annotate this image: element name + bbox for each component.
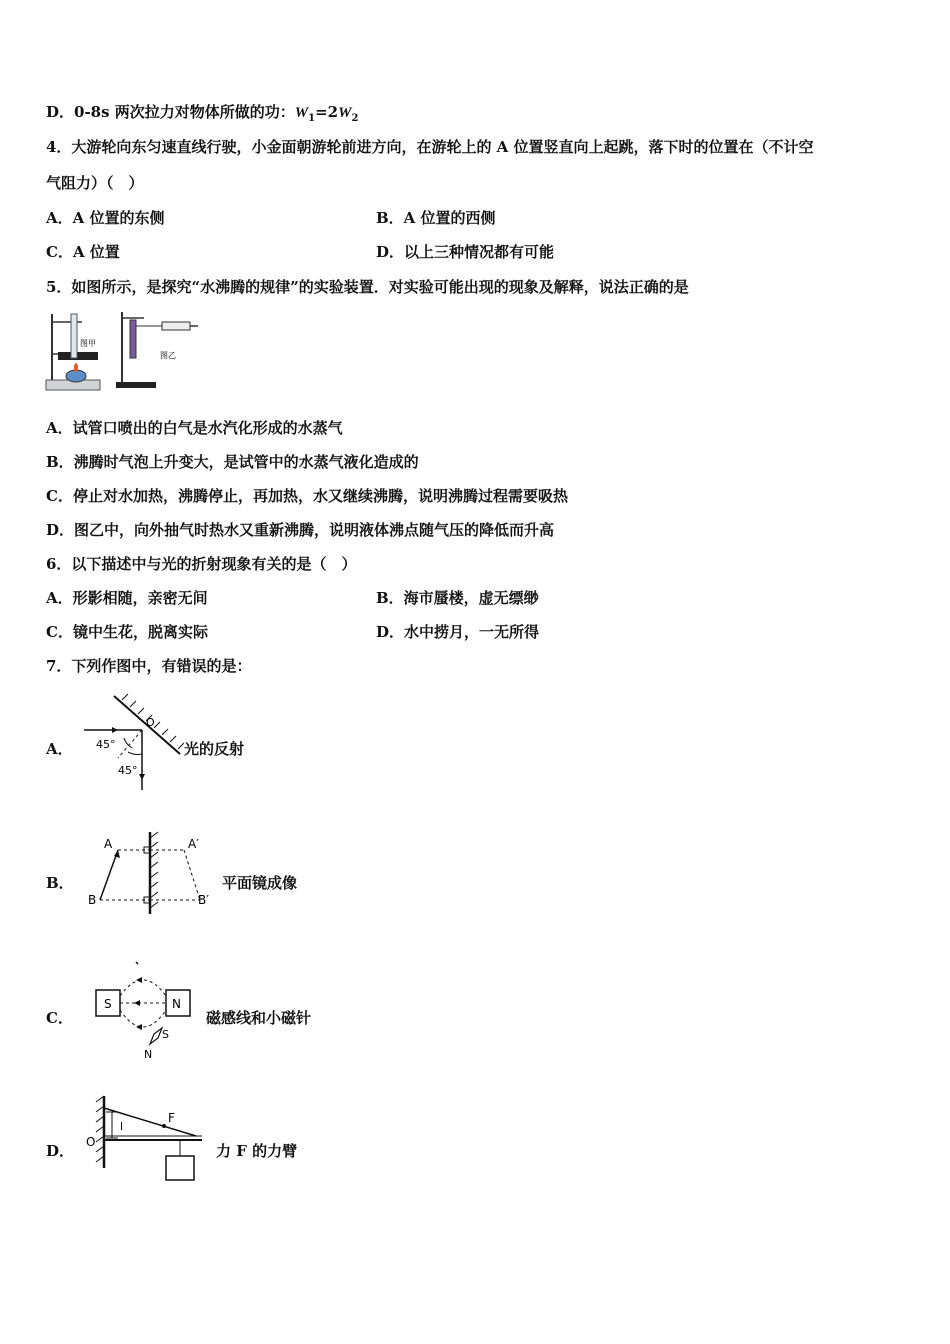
q7-d-point-o: O	[86, 1135, 96, 1149]
q7-c-needle-s: S	[162, 1028, 169, 1041]
q7-c-magnet-diagram	[92, 958, 206, 1064]
q7-option-c-caption: 磁感线和小磁针	[206, 1009, 312, 1027]
fig-yi-label: 图乙	[160, 351, 176, 360]
q4-option-c: C．A 位置	[46, 243, 120, 261]
q7-c-magnet-n: N	[172, 997, 181, 1011]
q7-a-angle2: 45°	[118, 764, 138, 777]
q4-stem-line1: 4．大游轮向东匀速直线行驶，小金面朝游轮前进方向，在游轮上的 A 位置竖直向上起跳，落下时的位置在（不计空	[46, 138, 814, 156]
q5-option-a: A．试管口喷出的白气是水汽化形成的水蒸气	[46, 419, 343, 437]
q3-option-d: D．0-8s 两次拉力对物体所做的功：$W_1=2W_2$	[46, 103, 359, 124]
q7-a-point-o: O	[146, 716, 155, 729]
q4-option-d: D．以上三种情况都有可能	[376, 243, 555, 261]
q7-b-mirror-diagram	[84, 830, 220, 916]
q6-option-a: A．形影相随，亲密无间	[46, 589, 208, 607]
q7-c-magnet-s: S	[104, 997, 112, 1011]
q7-a-angle1: 45°	[96, 738, 116, 751]
q7-d-lever-diagram	[84, 1094, 206, 1186]
q5-option-b: B．沸腾时气泡上升变大，是试管中的水蒸气液化造成的	[46, 453, 419, 471]
q7-option-a-label: A．	[46, 740, 73, 758]
q7-option-a-caption: 光的反射	[184, 740, 245, 758]
q4-stem-line2: 气阻力）（ ）	[46, 174, 144, 192]
q7-option-b-label: B．	[46, 874, 74, 892]
fig-jia-label: 图甲	[80, 339, 96, 348]
q5-option-d: D．图乙中，向外抽气时热水又重新沸腾，说明液体沸点随气压的降低而升高	[46, 521, 555, 539]
q7-option-d-caption: 力 F 的力臂	[216, 1142, 298, 1160]
q7-b-point-a: A	[104, 837, 113, 851]
q7-stem: 7．下列作图中，有错误的是：	[46, 657, 252, 675]
q4-option-a: A．A 位置的东侧	[46, 209, 165, 227]
q6-option-c: C．镜中生花，脱离实际	[46, 623, 208, 641]
q7-option-b-caption: 平面镜成像	[222, 874, 298, 892]
q7-option-d-label: D．	[46, 1142, 75, 1160]
q6-option-b: B．海市蜃楼，虚无缥缈	[376, 589, 539, 607]
q6-option-d: D．水中捞月，一无所得	[376, 623, 540, 641]
q5-stem: 5．如图所示，是探究“水沸腾的规律”的实验装置．对实验可能出现的现象及解释，说法正确的是	[46, 278, 689, 296]
q5-boiling-apparatus-figure	[44, 308, 204, 394]
q7-option-c-label: C．	[46, 1009, 73, 1027]
q7-b-point-b: B	[88, 893, 97, 907]
q6-stem: 6．以下描述中与光的折射现象有关的是（ ）	[46, 555, 357, 573]
q7-c-needle-n: N	[144, 1048, 153, 1061]
q4-option-b: B．A 位置的西侧	[376, 209, 496, 227]
q7-a-reflection-diagram	[84, 694, 184, 794]
q7-d-arm-l: l	[120, 1120, 124, 1133]
q7-b-point-a2: A′	[188, 837, 199, 851]
q5-option-c: C．停止对水加热，沸腾停止，再加热，水又继续沸腾，说明沸腾过程需要吸热	[46, 487, 568, 505]
q7-d-point-f: F	[168, 1111, 175, 1125]
q7-b-point-b2: B′	[198, 893, 209, 907]
